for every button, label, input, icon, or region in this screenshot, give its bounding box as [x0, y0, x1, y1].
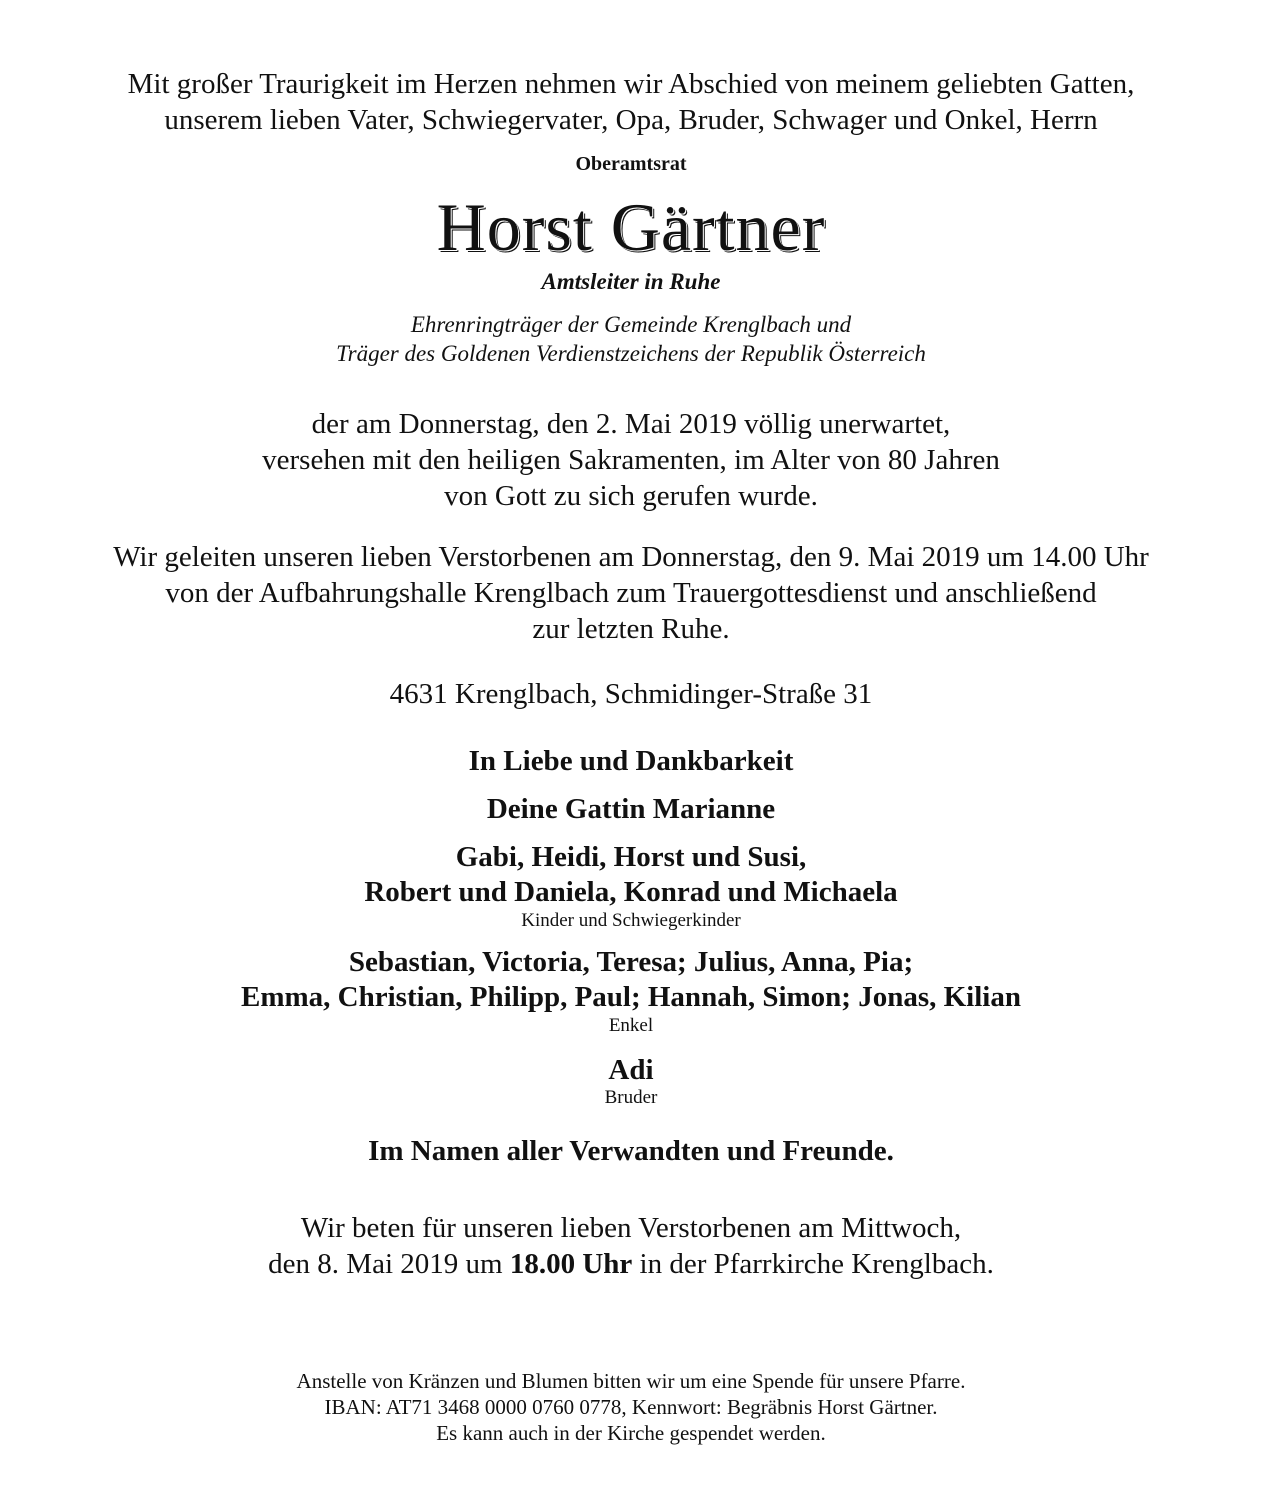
prayer-line: Wir beten für unseren lieben Verstorbenen am Mittwoch,	[300, 1212, 962, 1244]
funeral-details	[0, 539, 1262, 647]
funeral-line: von der Aufbahrungshalle Krenglbach zum Trauergottesdienst und anschließend	[165, 577, 1097, 609]
prayer-line	[0, 1246, 1262, 1282]
grandchildren-label: Enkel	[608, 1015, 654, 1036]
children-group	[0, 840, 1262, 932]
brother-name: Adi	[608, 1054, 654, 1086]
children-names-line: Robert und Daniela, Konrad und Michaela	[364, 876, 898, 908]
donation-iban: IBAN: AT71 3468 0000 0760 0778, Kennwort: Begräbnis Horst Gärtner.	[324, 1395, 938, 1419]
intro-text	[0, 66, 1262, 138]
children-label: Kinder und Schwiegerkinder	[521, 910, 741, 931]
donation-line: Anstelle von Kränzen und Blumen bitten wir um eine Spende für unsere Pfarre.	[296, 1369, 966, 1393]
deceased-name: Horst Gärtner	[436, 189, 826, 265]
honors-text	[0, 310, 1262, 368]
intro-line: Mit großer Traurigkeit im Herzen nehmen wir Abschied von meinem geliebten Gatten,	[127, 68, 1135, 100]
death-line: von Gott zu sich gerufen wurde.	[444, 480, 818, 512]
deceased-role: Amtsleiter in Ruhe	[541, 269, 721, 294]
death-line: der am Donnerstag, den 2. Mai 2019 völlig unerwartet,	[311, 408, 951, 440]
prayer-announcement	[0, 1210, 1262, 1282]
spouse-name: Deine Gattin Marianne	[486, 793, 776, 825]
grandchildren-group	[0, 945, 1262, 1037]
title-prefix: Oberamtsrat	[575, 153, 687, 175]
mourners-heading: In Liebe und Dankbarkeit	[468, 745, 794, 777]
donation-note	[0, 1368, 1262, 1446]
children-names-line: Gabi, Heidi, Horst und Susi,	[455, 841, 807, 873]
funeral-line: Wir geleiten unseren lieben Verstorbenen am Donnerstag, den 9. Mai 2019 um 14.00 Uhr	[113, 541, 1149, 573]
honors-line: Ehrenringträger der Gemeinde Krenglbach und	[410, 312, 852, 337]
closing-line: Im Namen aller Verwandten und Freunde.	[368, 1135, 894, 1167]
donation-line: Es kann auch in der Kirche gespendet werden.	[436, 1421, 826, 1445]
address: 4631 Krenglbach, Schmidinger-Straße 31	[389, 678, 873, 710]
intro-line: unserem lieben Vater, Schwiegervater, Opa, Bruder, Schwager und Onkel, Herrn	[164, 104, 1098, 136]
grandchildren-names-line: Sebastian, Victoria, Teresa; Julius, Anna, Pia;	[348, 946, 914, 978]
prayer-time: 18.00 Uhr	[509, 1248, 633, 1280]
brother-label: Bruder	[604, 1087, 658, 1108]
prayer-location: in der Pfarrkirche Krenglbach.	[632, 1248, 994, 1280]
brother-group	[0, 1053, 1262, 1109]
death-announcement	[0, 406, 1262, 514]
honors-line: Träger des Goldenen Verdienstzeichens der Republik Österreich	[336, 341, 926, 366]
death-line: versehen mit den heiligen Sakramenten, im Alter von 80 Jahren	[262, 444, 1000, 476]
prayer-date: den 8. Mai 2019 um	[268, 1248, 510, 1280]
grandchildren-names-line: Emma, Christian, Philipp, Paul; Hannah, Simon; Jonas, Kilian	[241, 981, 1021, 1013]
funeral-line: zur letzten Ruhe.	[532, 613, 730, 645]
